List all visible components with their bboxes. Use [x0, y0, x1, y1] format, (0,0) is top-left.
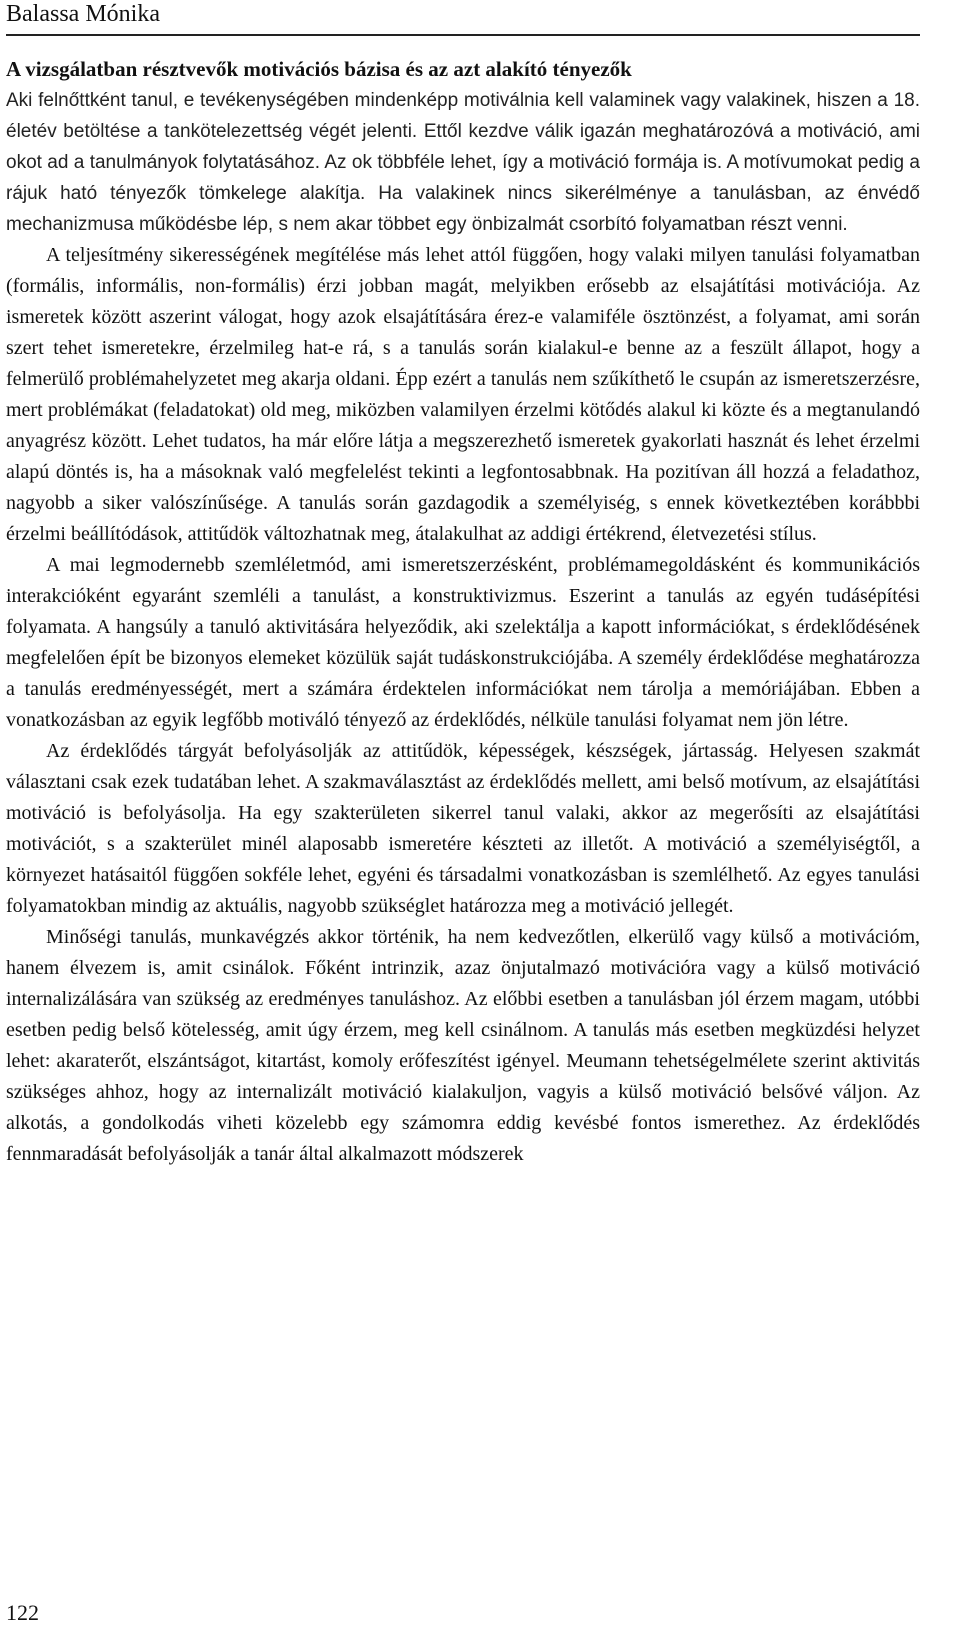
paragraph-1: Aki felnőttként tanul, e tevékenységében mindenképp motiválnia kell valaminek vagy valakinek, hiszen a 18. életév betöltése a tankötelezettség végét jelenti. Ettől kezdve válik igazán meghatározóvá a motiváció, ami okot ad a tanulmányok folytatásához. Az ok többféle lehet, így a motiváció formája is. A motívumokat pedig a rájuk ható tényezők tömkelege alakítja. Ha valakinek nincs sikerélménye a tanulásban, az énvédő mechanizmusa működésbe lép, s nem akar többet egy önbizalmát csorbító folyamatban részt venni. — [6, 90, 920, 235]
paragraph-5: Minőségi tanulás, munkavégzés akkor történik, ha nem kedvezőtlen, elkerülő vagy külső a motivációm, hanem élvezem is, amit csinálok. Főként intrinzik, azaz önjutalmazó motivációra vagy a külső motiváció internalizálására van szükség az eredményes tanuláshoz. Az előbbi esetben a tanulásban jól érzem magam, utóbbi esetben pedig belső kötelesség, amit úgy érzem, meg kell csinálnom. A tanulás más esetben megküzdési helyzet lehet: akaraterőt, elszántságot, kitartást, komoly erőfeszítést igényel. Meumann tehetségelmélete szerint aktivitás szükséges ahhoz, hogy az internalizált motiváció kialakuljon, vagyis a külső motiváció belsővé váljon. Az alkotás, a gondolkodás viheti közelebb egy számomra eddig kevésbé fontos ismerethez. Az érdeklődés fennmaradását befolyásolják a tanár által alkalmazott módszerek — [6, 926, 920, 1165]
page-body — [6, 54, 920, 1170]
paragraph-3: A mai legmodernebb szemléletmód, ami ismeretszerzésként, problémamegoldásként és kommunikációs interakcióként egyaránt szemléli a tanulást, a konstruktivizmus. Eszerint a tanulás az egyén tudásépítési folyamata. A hangsúly a tanuló aktivitására helyeződik, aki szelektálja a kapott információkat, s érdeklődésének megfelelően épít be bizonyos elemeket közülük saját tudáskonstrukciójába. A személy érdeklődése meghatározza a tanulás eredményességét, mert a számára érdektelen információkat nem tárolja a memóriájában. Ebben a vonatkozásban az egyik legfőbb motiváló tényező az érdeklődés, nélküle tanulási folyamat nem jön létre. — [6, 554, 920, 731]
paragraph-2: A teljesítmény sikerességének megítélése más lehet attól függően, hogy valaki milyen tanulási folyamatban (formális, informális, non-formális) érzi jobban magát, melyikben erősebb az elsajátítási motivációja. Az ismeretek között aszerint válogat, hogy azok elsajátítására érez-e valamiféle ösztönzést, a folyamat, ami során szert tehet ismeretekre, érzelmileg hat-e rá, s a tanulás során kialakul-e benne az a feszült állapot, hogy a felmerülő problémahelyzetet meg akarja oldani. Épp ezért a tanulás nem szűkíthető le csupán az ismeretszerzésre, mert problémákat (feladatokat) old meg, miközben valamilyen érzelmi kötődés alakul ki közte és a megtanulandó anyagrész között. Lehet tudatos, ha már előre látja a megszerezhető ismeretek gyakorlati hasznát és lehet érzelmi alapú döntés is, ha a másoknak való megfelelést tekinti a legfontosabbnak. Ha pozitívan áll hozzá a feladathoz, nagyobb a siker valószínűsége. A tanulás során gazdagodik a személyiség, s ennek következtében korábbbi érzelmi beállítódások, attitűdök változhatnak meg, átalakulhat az addigi értékrend, életvezetési stílus. — [6, 244, 920, 545]
running-head: Balassa Mónika — [6, 1, 160, 27]
page-number: 122 — [6, 1600, 39, 1625]
paragraph-4: Az érdeklődés tárgyát befolyásolják az attitűdök, képességek, készségek, jártasság. Helyesen szakmát választani csak ezek tudatában lehet. A szakmaválasztást az érdeklődés mellett, ami belső motívum, az elsajátítási motiváció is befolyásolja. Ha egy szakterületen sikerrel tanul valaki, akkor az megerősíti az elsajátítási motivációt, s a szakterület minél alaposabb ismeretére készteti az illetőt. A motiváció a személyiségtől, a környezet hatásaitól függően sokféle lehet, egyéni és társadalmi vonatkozásban is szemlélhető. Az egyes tanulási folyamatokban mindig az aktuális, nagyobb szükséglet határozza meg a motiváció jellegét. — [6, 740, 920, 917]
header-divider — [6, 34, 920, 36]
section-title: A vizsgálatban résztvevők motivációs bázisa és az azt alakító tényezők — [6, 57, 632, 81]
